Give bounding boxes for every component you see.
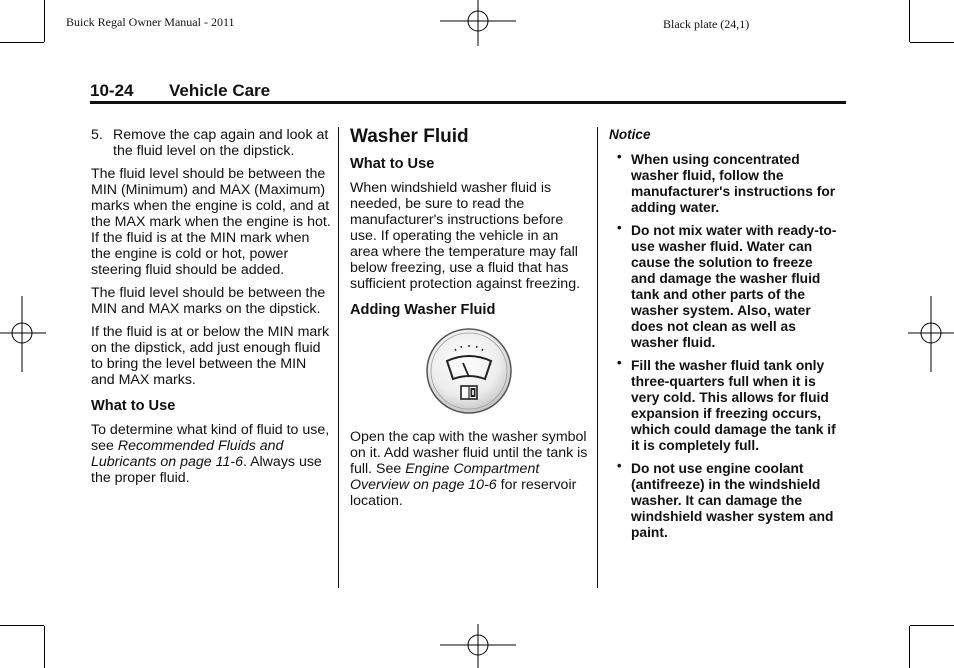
subheading-what-to-use: What to Use — [91, 398, 176, 414]
registration-mark-icon — [440, 0, 516, 48]
cross-reference-link[interactable]: Recommended Fluids and Lubricants on page 11-6 — [91, 438, 284, 470]
crop-mark — [910, 42, 954, 43]
crop-mark — [909, 0, 910, 42]
column-left — [91, 127, 331, 493]
column-right — [609, 127, 841, 548]
bullet-text: Do not use engine coolant (antifreeze) in the windshield washer. It can damage the windshield washer system and paint. — [631, 461, 834, 540]
cross-reference-link[interactable]: Engine Compartment Overview on page 10-6 — [350, 461, 540, 493]
list-item — [91, 127, 331, 159]
notice-bullet — [609, 220, 841, 351]
windshield-washer-symbol-icon — [425, 327, 513, 415]
bullet-icon: • — [617, 355, 622, 370]
crop-mark — [0, 42, 44, 43]
notice-bullet — [609, 458, 841, 541]
column-middle — [350, 126, 588, 516]
crop-mark — [44, 626, 45, 668]
print-header-title: Buick Regal Owner Manual - 2011 — [66, 15, 235, 29]
notice-bullet — [609, 355, 841, 454]
paragraph: The fluid level should be between the MIN and MAX marks on the dipstick. — [91, 285, 326, 317]
symbol-figure — [350, 327, 588, 423]
bullet-icon: • — [617, 458, 622, 473]
column-divider — [597, 127, 598, 588]
bullet-text: When using concentrated washer fluid, follow the manufacturer's instructions for adding water. — [631, 152, 836, 215]
paragraph: If the fluid is at or below the MIN mark on the dipstick, add just enough fluid to bring the level between the MIN and MAX marks. — [91, 324, 330, 388]
text: Open the cap with the washer symbol on it. Add washer fluid until the tank is full. See — [350, 429, 588, 477]
notice-title: Notice — [609, 127, 651, 142]
step-text: Remove the cap again and look at the fluid level on the dipstick. — [113, 127, 329, 159]
text: To determine what kind of fluid to use, see — [91, 422, 330, 454]
registration-mark-icon — [0, 296, 46, 372]
crop-mark — [909, 626, 910, 668]
crop-mark — [0, 625, 44, 626]
section-heading-washer-fluid: Washer Fluid — [350, 126, 469, 147]
paragraph: When windshield washer fluid is needed, be sure to read the manufacturer's instructions before use. If operating the vehicle in an area where the temperature may fall below freezing, use a fluid that has sufficient protection against freezing. — [350, 180, 581, 292]
paragraph: The fluid level should be between the MIN (Minimum) and MAX (Maximum) marks when the engine is cold, and at the MAX mark when the engine is hot. If the fluid is at the MIN mark when the engine is cold or hot, power steering fluid should be added. — [91, 166, 331, 278]
bullet-icon: • — [617, 149, 622, 164]
notice-bullet — [609, 149, 841, 216]
paragraph — [91, 422, 331, 486]
page-number: 10-24 — [90, 81, 134, 100]
step-number: 5. — [91, 127, 103, 143]
subheading-what-to-use: What to Use — [350, 156, 435, 172]
column-divider — [338, 127, 339, 588]
crop-mark — [44, 0, 45, 42]
bullet-text: Do not mix water with ready-to-use washer fluid. Water can cause the solution to freeze and damage the washer fluid tank and other parts of the washer system. Also, water does not clean as well as washer fluid. — [631, 223, 837, 350]
heading-rule — [90, 101, 846, 104]
paragraph — [350, 429, 588, 509]
text: . Always use the proper fluid. — [91, 454, 322, 486]
registration-mark-icon — [440, 622, 516, 668]
bullet-text: Fill the washer fluid tank only three-quarters full when it is very cold. This allows for fluid expansion if freezing occurs, which could damage the tank if it is completely full. — [631, 358, 836, 453]
crop-mark — [910, 625, 954, 626]
print-header-plate: Black plate (24,1) — [663, 17, 750, 31]
registration-mark-icon — [908, 296, 954, 372]
bullet-icon: • — [617, 220, 622, 235]
text: for reservoir location. — [350, 477, 577, 509]
subheading-adding-washer-fluid: Adding Washer Fluid — [350, 302, 496, 318]
section-title: Vehicle Care — [169, 81, 271, 100]
